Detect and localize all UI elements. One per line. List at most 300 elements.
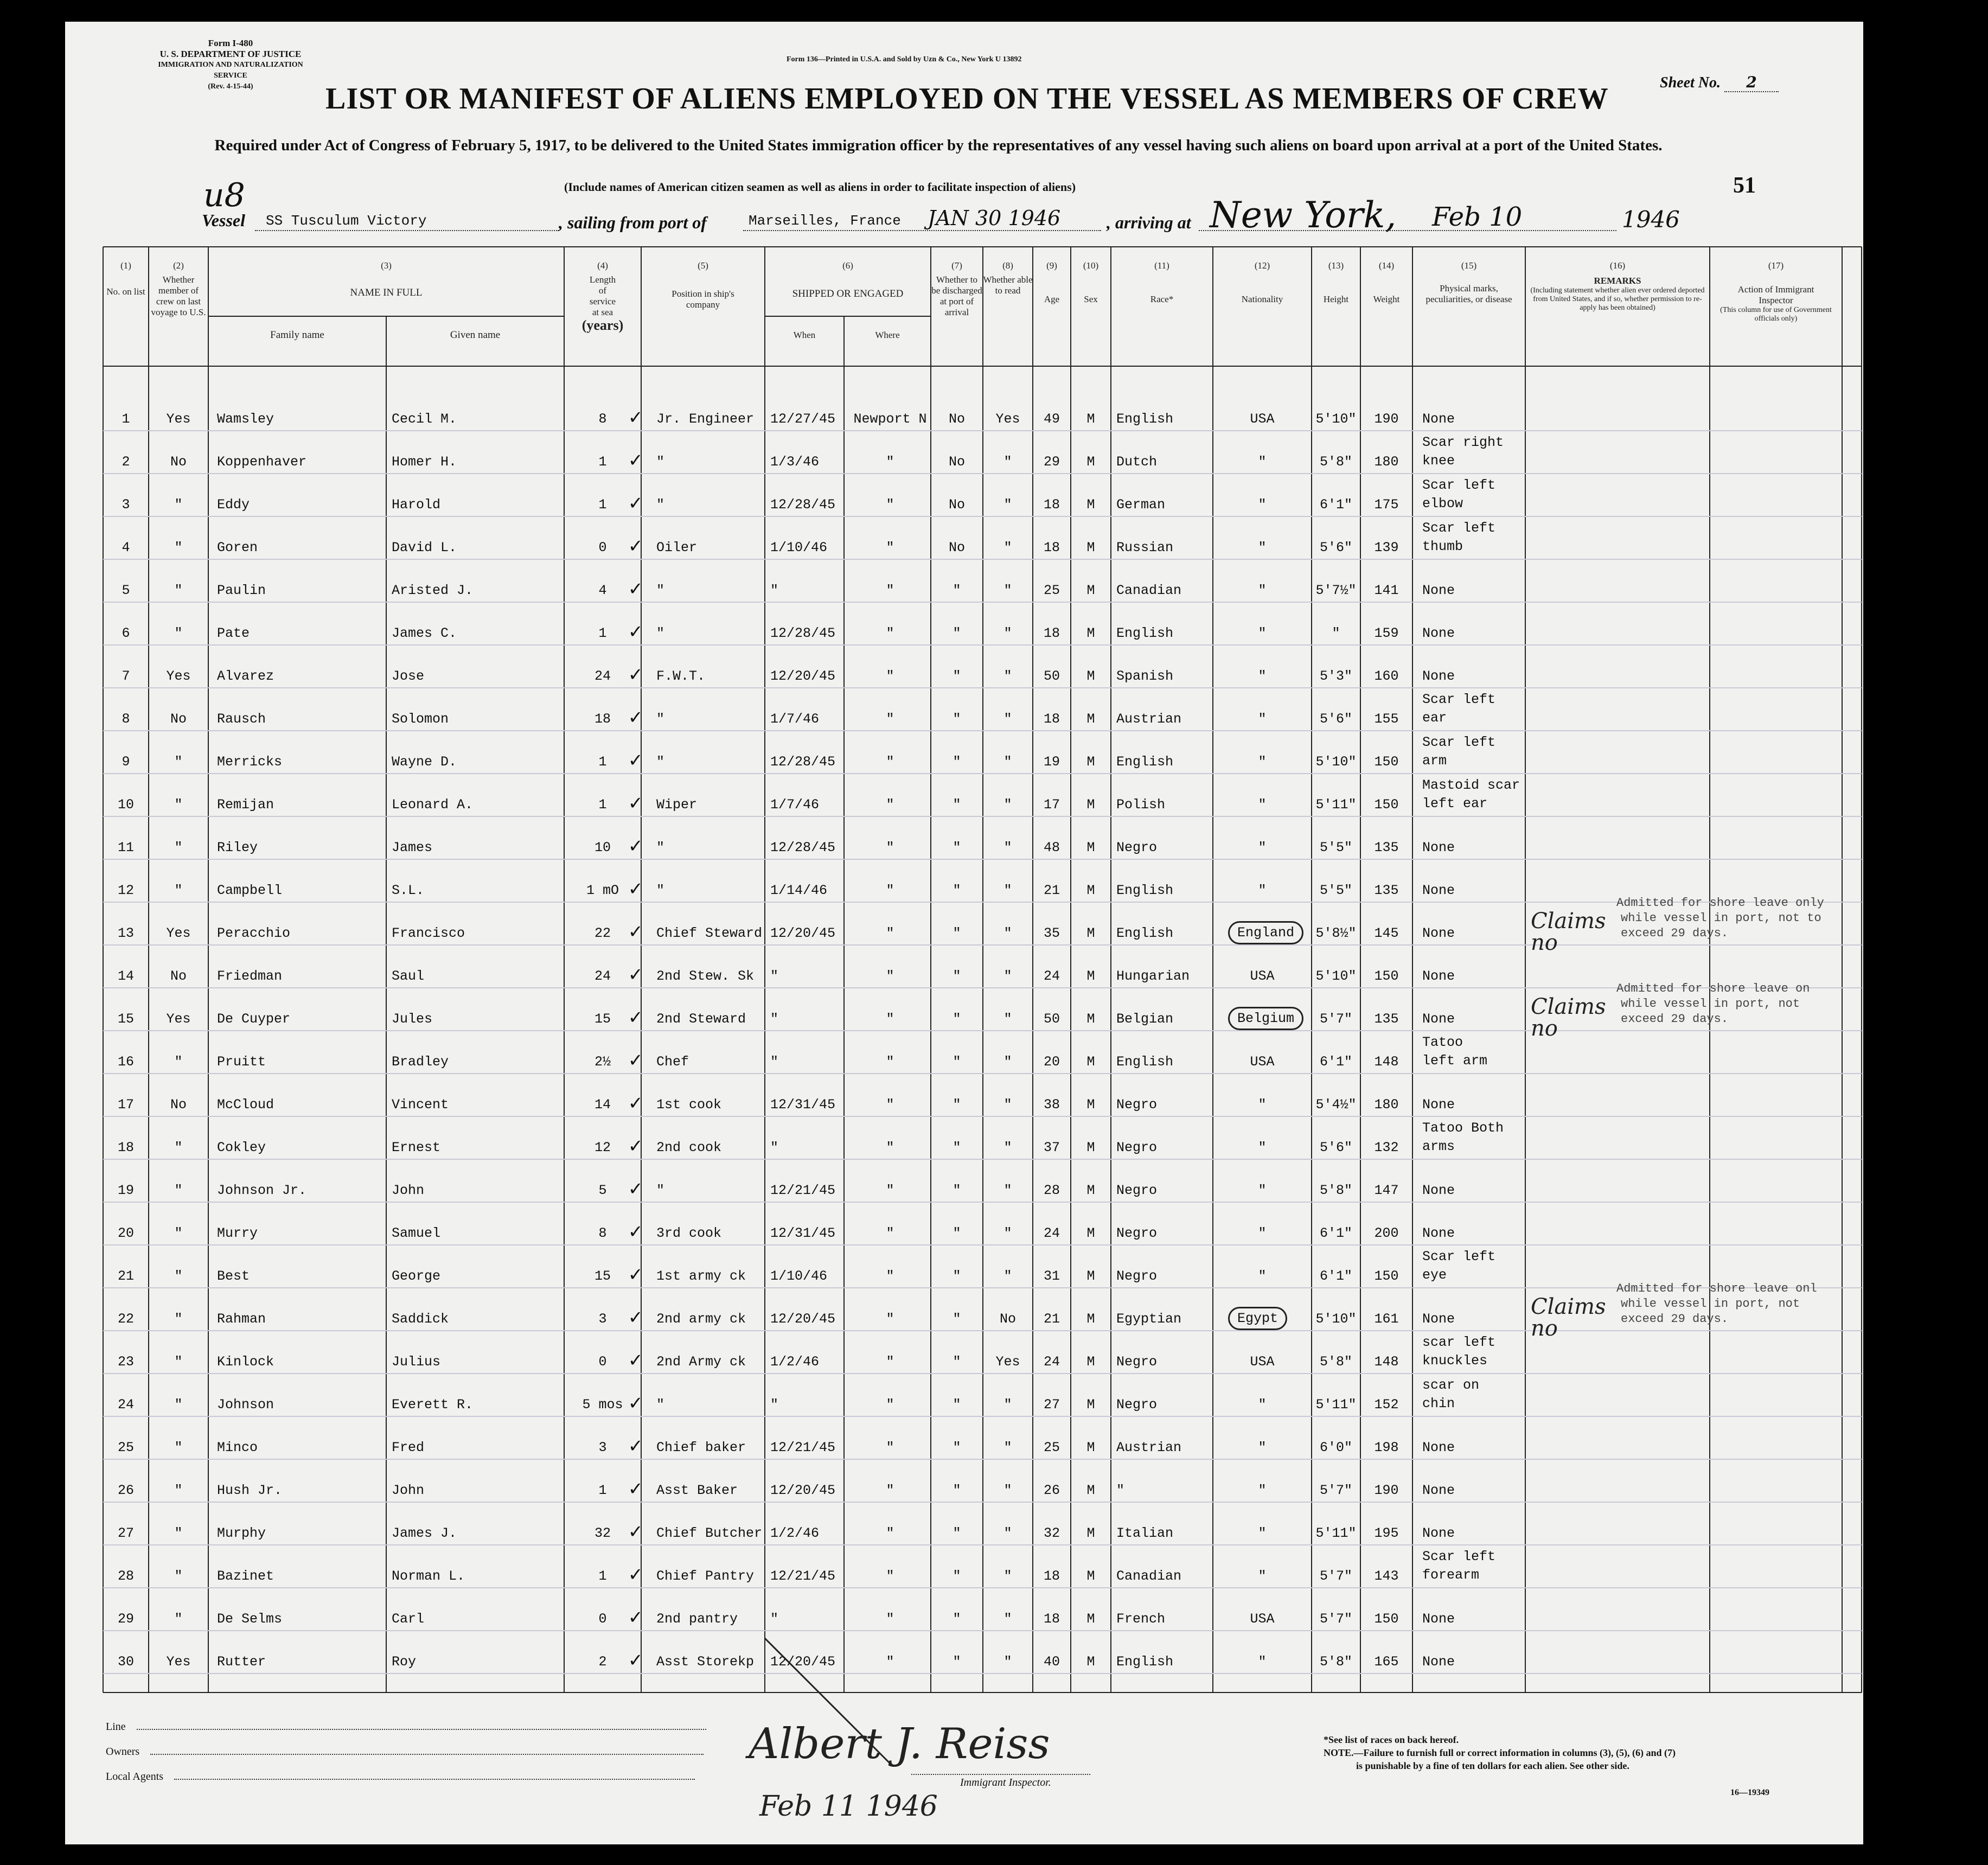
row-16-service: 2½ [594,1054,611,1070]
remark-stamp-line: exceed 29 days. [1621,927,1729,940]
row-27-race: Italian [1116,1525,1174,1541]
row-15-height: 5'7" [1319,1011,1352,1027]
row-24-no: 24 [117,1397,134,1413]
row-20-given: Samuel [392,1225,441,1241]
row-13-age: 35 [1043,925,1060,941]
col9-title: Age [1044,294,1060,304]
row-12-given: S.L. [392,883,425,898]
row-12-height: 5'5" [1319,883,1352,898]
row-11-no: 11 [117,840,134,855]
col11-title: Race* [1150,294,1174,304]
row-25-crew: " [174,1440,183,1455]
check-mark-icon: ✓ [629,750,642,773]
row-29-sex: M [1086,1611,1095,1627]
vessel-label: Vessel [202,210,245,230]
row-13-height: 5'8½" [1315,925,1357,941]
row-1-marks: None [1422,411,1455,427]
row-28-where: " [886,1568,894,1584]
row-30-sex: M [1086,1654,1095,1670]
row-23-weight: 148 [1374,1354,1399,1370]
row-17-crew: No [170,1097,187,1113]
row-5-service: 4 [598,583,607,598]
check-mark-icon: ✓ [629,407,642,430]
row-5-position: " [656,583,665,598]
row-27-given: James J. [392,1525,457,1541]
row-26-sex: M [1086,1483,1095,1498]
col14-title: Weight [1373,294,1400,304]
remark-stamp-line: while vessel in port, not [1621,997,1800,1011]
row-28-disch: " [953,1568,961,1584]
row-14-crew: No [170,968,187,984]
row-13-disch: " [953,925,961,941]
row-29-crew: " [174,1611,183,1627]
row-5-marks: None [1422,583,1455,598]
row-27-nat: " [1258,1525,1267,1541]
row-27-no: 27 [117,1525,134,1541]
row-3-read: " [1003,497,1012,513]
check-mark-icon: ✓ [629,1135,642,1159]
row-26-read: " [1003,1483,1012,1498]
row-4-nat: " [1258,540,1267,555]
row-22-height: 5'10" [1315,1311,1357,1327]
row-2-marks-line2: knee [1422,453,1455,469]
row-17-race: Negro [1116,1097,1158,1113]
row-16-no: 16 [117,1054,134,1070]
row-20-marks: None [1422,1225,1455,1241]
row-4-marks-line2: thumb [1422,539,1463,554]
row-10-race: Polish [1116,797,1166,813]
row-13-sex: M [1086,925,1095,941]
row-23-family: Kinlock [217,1354,274,1370]
form-number: Form I-480 [208,38,253,48]
col10-title: Sex [1084,294,1098,304]
row-27-service: 32 [594,1525,611,1541]
row-26-no: 26 [117,1483,134,1498]
row-21-read: " [1003,1268,1012,1284]
row-10-nat: " [1258,797,1267,813]
failure-note: NOTE.—Failure to furnish full or correct information in columns (3), (5), (6) and (7) [1324,1747,1676,1758]
row-30-crew: Yes [166,1654,191,1670]
row-22-given: Saddick [392,1311,449,1327]
row-15-no: 15 [117,1011,134,1027]
col8-num: (8) [1002,260,1013,271]
row-28-marks: Scar left [1422,1549,1496,1564]
row-16-marks-line2: left arm [1422,1053,1488,1069]
row-2-crew: No [170,454,187,470]
row-11-position: " [656,840,665,855]
row-4-crew: " [174,540,183,555]
row-25-when: 12/21/45 [770,1440,836,1455]
row-3-where: " [886,497,894,513]
row-13-where: " [886,925,894,941]
row-22-disch: " [953,1311,961,1327]
row-5-sex: M [1086,583,1095,598]
row-26-weight: 190 [1374,1483,1399,1498]
row-3-weight: 175 [1374,497,1399,513]
row-9-position: " [656,754,665,770]
row-4-position: Oiler [656,540,698,555]
row-23-height: 5'8" [1319,1354,1352,1370]
row-4-read: " [1003,540,1012,555]
arriving-port: New York, [1210,194,1397,236]
row-1-no: 1 [122,411,130,427]
row-4-weight: 139 [1374,540,1399,555]
row-26-disch: " [953,1483,961,1498]
row-10-position: Wiper [656,797,698,813]
row-20-nat: " [1258,1225,1267,1241]
row-16-weight: 148 [1374,1054,1399,1070]
row-11-age: 48 [1043,840,1060,855]
row-16-disch: " [953,1054,961,1070]
row-17-nat: " [1258,1097,1267,1113]
row-26-age: 26 [1043,1483,1060,1498]
row-10-weight: 150 [1374,797,1399,813]
row-21-height: 6'1" [1319,1268,1352,1284]
row-17-position: 1st cook [656,1097,722,1113]
row-9-crew: " [174,754,183,770]
row-19-family: Johnson Jr. [217,1183,307,1198]
row-7-sex: M [1086,668,1095,684]
row-14-weight: 150 [1374,968,1399,984]
col14-num: (14) [1378,260,1395,271]
row-18-crew: " [174,1140,183,1155]
row-20-position: 3rd cook [656,1225,722,1241]
row-25-read: " [1003,1440,1012,1455]
row-16-height: 6'1" [1319,1054,1352,1070]
row-3-no: 3 [122,497,130,513]
row-17-given: Vincent [392,1097,449,1113]
row-1-disch: No [948,411,965,427]
row-19-height: 5'8" [1319,1183,1352,1198]
row-26-position: Asst Baker [656,1483,738,1498]
row-13-service: 22 [594,925,611,941]
row-30-age: 40 [1043,1654,1060,1670]
row-21-marks: Scar left [1422,1249,1496,1264]
row-26-family: Hush Jr. [217,1483,283,1498]
row-5-height: 5'7½" [1315,583,1357,598]
row-24-nat: " [1258,1397,1267,1413]
row-8-crew: No [170,711,187,727]
col7-title: Whether to be discharged at port of arrival [931,274,982,317]
row-24-disch: " [953,1397,961,1413]
row-30-disch: " [953,1654,961,1670]
row-21-race: Negro [1116,1268,1158,1284]
row-20-height: 6'1" [1319,1225,1352,1241]
row-24-when: " [770,1397,779,1413]
row-22-crew: " [174,1311,183,1327]
row-3-sex: M [1086,497,1095,513]
row-2-sex: M [1086,454,1095,470]
row-29-marks: None [1422,1611,1455,1627]
row-30-given: Roy [392,1654,417,1670]
remark-handwritten-claim: Claims no [1531,1294,1606,1341]
row-27-position: Chief Butcher [656,1525,763,1541]
row-20-where: " [886,1225,894,1241]
row-10-marks-line2: left ear [1422,796,1488,812]
col16-title: REMARKS [1594,276,1641,286]
row-18-marks: Tatoo Both [1422,1120,1504,1136]
row-12-position: " [656,883,665,898]
row-1-position: Jr. Engineer [656,411,755,427]
row-3-disch: No [948,497,965,513]
row-28-height: 5'7" [1319,1568,1352,1584]
include-note: (Include names of American citizen seamen as well as aliens in order to facilitate inspection of aliens) [564,180,1076,194]
row-8-where: " [886,711,894,727]
row-4-race: Russian [1116,540,1174,555]
row-22-marks: None [1422,1311,1455,1327]
row-11-nat: " [1258,840,1267,855]
col1-num: (1) [120,260,131,271]
col11-num: (11) [1154,260,1169,271]
row-25-given: Fred [392,1440,425,1455]
row-9-weight: 150 [1374,754,1399,770]
col16-subtitle: (Including statement whether alien ever ordered deported from United States, and if so, whether permission to re-apply has been obtained) [1530,286,1705,312]
row-24-given: Everett R. [392,1397,474,1413]
row-13-no: 13 [117,925,134,941]
row-23-sex: M [1086,1354,1095,1370]
remark-stamp-line: while vessel in port, not [1621,1297,1800,1311]
row-5-no: 5 [122,583,130,598]
row-30-height: 5'8" [1319,1654,1352,1670]
check-mark-icon: ✓ [629,707,642,730]
row-1-family: Wamsley [217,411,274,427]
row-23-marks: scar left [1422,1334,1496,1350]
remark-stamp-line: exceed 29 days. [1621,1312,1729,1326]
row-21-disch: " [953,1268,961,1284]
col9-num: (9) [1046,260,1057,271]
row-15-read: " [1003,1011,1012,1027]
row-8-position: " [656,711,665,727]
row-11-given: James [392,840,433,855]
col4-unit: (years) [581,317,624,333]
row-18-service: 12 [594,1140,611,1155]
row-23-given: Julius [392,1354,441,1370]
row-15-service: 15 [594,1011,611,1027]
arriving-label: , arriving at [1107,213,1191,232]
row-15-given: Jules [392,1011,433,1027]
row-16-family: Pruitt [217,1054,266,1070]
row-2-read: " [1003,454,1012,470]
row-11-when: 12/28/45 [770,840,836,855]
row-12-read: " [1003,883,1012,898]
row-28-crew: " [174,1568,183,1584]
row-6-no: 6 [122,625,130,641]
row-16-when: " [770,1054,779,1070]
row-21-age: 31 [1043,1268,1060,1284]
printer-line: Form 136—Printed in U.S.A. and Sold by Uzn & Co., New York U 13892 [787,55,1022,63]
col6-when: When [793,330,816,340]
row-8-given: Solomon [392,711,449,727]
owners-label: Owners [106,1746,140,1758]
row-14-nat: USA [1250,968,1275,984]
col17-num: (17) [1768,260,1784,271]
row-23-no: 23 [117,1354,134,1370]
row-18-height: 5'6" [1319,1140,1352,1155]
row-7-service: 24 [594,668,611,684]
row-4-service: 0 [598,540,607,555]
check-mark-icon: ✓ [629,1050,642,1073]
row-25-age: 25 [1043,1440,1060,1455]
row-3-height: 6'1" [1319,497,1352,513]
row-7-nat: " [1258,668,1267,684]
row-9-disch: " [953,754,961,770]
row-23-age: 24 [1043,1354,1060,1370]
row-21-no: 21 [117,1268,134,1284]
row-7-read: " [1003,668,1012,684]
row-21-nat: " [1258,1268,1267,1284]
row-9-marks: Scar left [1422,734,1496,750]
row-15-family: De Cuyper [217,1011,291,1027]
arriving-date: Feb 10 [1432,202,1523,232]
row-21-when: 1/10/46 [770,1268,828,1284]
row-12-sex: M [1086,883,1095,898]
row-10-height: 5'11" [1315,797,1357,813]
row-10-where: " [886,797,894,813]
row-26-crew: " [174,1483,183,1498]
row-25-where: " [886,1440,894,1455]
row-27-marks: None [1422,1525,1455,1541]
row-13-race: English [1116,925,1174,941]
row-15-crew: Yes [166,1011,191,1027]
row-30-weight: 165 [1374,1654,1399,1670]
row-6-family: Pate [217,625,250,641]
row-25-disch: " [953,1440,961,1455]
row-8-disch: " [953,711,961,727]
row-14-sex: M [1086,968,1095,984]
row-5-crew: " [174,583,183,598]
row-21-position: 1st army ck [656,1268,746,1284]
row-12-weight: 135 [1374,883,1399,898]
row-10-marks: Mastoid scar [1422,777,1520,793]
row-9-height: 5'10" [1315,754,1357,770]
row-5-race: Canadian [1116,583,1182,598]
row-10-disch: " [953,797,961,813]
check-mark-icon: ✓ [629,578,642,602]
row-14-when: " [770,968,779,984]
col8-title: Whether able to read [983,274,1033,296]
row-2-position: " [656,454,665,470]
row-12-when: 1/14/46 [770,883,828,898]
vessel-name: SS Tusculum Victory [266,213,427,229]
row-17-weight: 180 [1374,1097,1399,1113]
check-mark-icon: ✓ [629,1650,642,1673]
row-3-family: Eddy [217,497,250,513]
revision: (Rev. 4-15-44) [208,82,253,91]
check-mark-icon: ✓ [629,493,642,516]
row-30-family: Rutter [217,1654,266,1670]
row-21-where: " [886,1268,894,1284]
row-27-disch: " [953,1525,961,1541]
row-10-read: " [1003,797,1012,813]
row-27-when: 1/2/46 [770,1525,820,1541]
row-1-read: Yes [995,411,1020,427]
row-9-sex: M [1086,754,1095,770]
row-27-where: " [886,1525,894,1541]
col6-title: SHIPPED OR ENGAGED [792,288,904,299]
remark-stamp-line: Admitted for shore leave on [1616,982,1810,995]
row-28-weight: 143 [1374,1568,1399,1584]
row-18-weight: 132 [1374,1140,1399,1155]
row-23-read: Yes [995,1354,1020,1370]
row-1-crew: Yes [166,411,191,427]
row-29-where: " [886,1611,894,1627]
row-19-crew: " [174,1183,183,1198]
row-28-nat: " [1258,1568,1267,1584]
row-17-when: 12/31/45 [770,1097,836,1113]
row-25-position: Chief baker [656,1440,746,1455]
row-19-race: Negro [1116,1183,1158,1198]
col5-title: Position in ship's company [672,289,734,310]
row-22-weight: 161 [1374,1311,1399,1327]
row-23-where: " [886,1354,894,1370]
inspector-label: Immigrant Inspector. [960,1777,1051,1789]
row-7-position: F.W.T. [656,668,706,684]
check-mark-icon: ✓ [629,664,642,687]
row-5-given: Aristed J. [392,583,474,598]
row-10-when: 1/7/46 [770,797,820,813]
row-7-age: 50 [1043,668,1060,684]
row-1-service: 8 [598,411,607,427]
col3-num: (3) [381,260,392,271]
sign-date: Feb 11 1946 [759,1790,938,1823]
row-1-age: 49 [1043,411,1060,427]
row-30-position: Asst Storekp [656,1654,755,1670]
row-10-given: Leonard A. [392,797,474,813]
row-6-age: 18 [1043,625,1060,641]
row-29-given: Carl [392,1611,425,1627]
check-mark-icon: ✓ [629,921,642,944]
row-11-sex: M [1086,840,1095,855]
check-mark-icon: ✓ [629,1350,642,1373]
row-29-no: 29 [117,1611,134,1627]
row-9-family: Merricks [217,754,283,770]
vessel-mark: u8 [203,176,245,214]
row-1-when: 12/27/45 [770,411,836,427]
row-13-marks: None [1422,925,1455,941]
row-17-marks: None [1422,1097,1455,1113]
row-12-family: Campbell [217,883,283,898]
row-13-position: Chief Steward [656,925,763,941]
sailing-label: , sailing from port of [559,213,707,232]
row-15-nat: Belgium [1228,1007,1303,1030]
row-8-no: 8 [122,711,130,727]
row-22-no: 22 [117,1311,134,1327]
row-7-no: 7 [122,668,130,684]
row-3-service: 1 [598,497,607,513]
row-3-crew: " [174,497,183,513]
row-22-position: 2nd army ck [656,1311,746,1327]
row-25-sex: M [1086,1440,1095,1455]
agents-label: Local Agents [106,1771,164,1783]
row-6-height: " [1332,625,1340,641]
row-5-when: " [770,583,779,598]
row-16-age: 20 [1043,1054,1060,1070]
row-20-disch: " [953,1225,961,1241]
row-29-when: " [770,1611,779,1627]
row-10-sex: M [1086,797,1095,813]
row-11-where: " [886,840,894,855]
row-24-marks: scar on [1422,1377,1480,1393]
row-11-read: " [1003,840,1012,855]
row-12-marks: None [1422,883,1455,898]
row-19-read: " [1003,1183,1012,1198]
col12-title: Nationality [1241,294,1283,304]
row-16-race: English [1116,1054,1174,1070]
row-14-age: 24 [1043,968,1060,984]
row-1-where: Newport N [853,411,927,427]
col12-num: (12) [1254,260,1270,271]
col13-num: (13) [1328,260,1344,271]
